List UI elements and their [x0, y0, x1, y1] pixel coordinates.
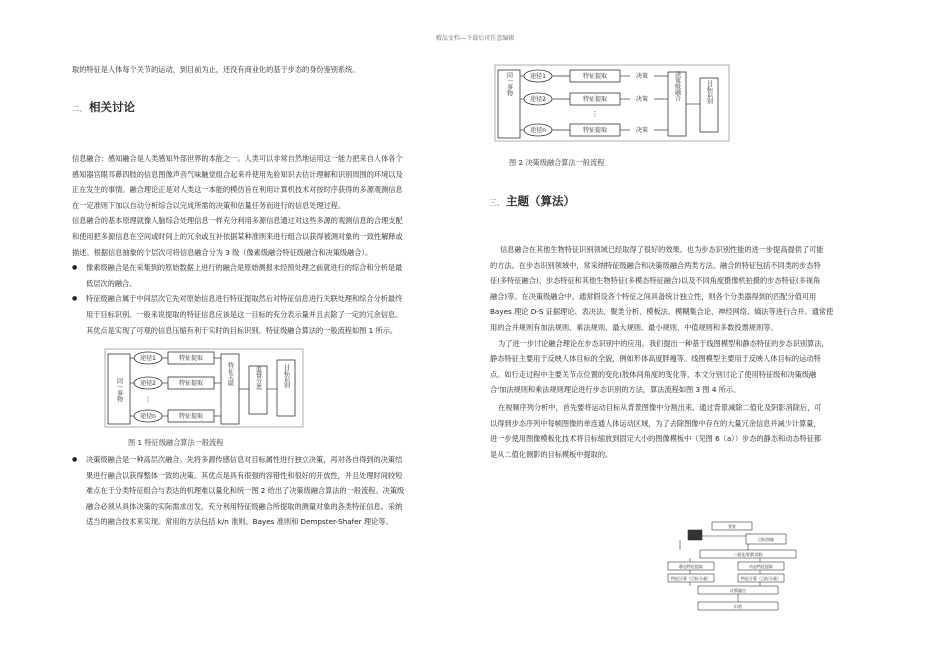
algorithm-paragraph-1	[490, 242, 890, 258]
text-line: 信息融合在其他生物特征识别领域已经取得了很好的效果。也为步态识别性能的进一步提高提供了可能	[500, 245, 824, 254]
text-line: 为了进一步讨论融合理论在步态识别中的应用。我们提出一种基于线图模型和静态特征的步态识别算法，	[498, 338, 829, 348]
text-line: 静态特征主要用于反映人体目标的全貌，例如形体高度胖瘦等。线图模型主要用于反映人体目标的运动特	[490, 354, 821, 364]
fig3-static-label: 静态特征提取	[679, 564, 703, 569]
right-body	[490, 242, 890, 462]
text-line: 进一步使用图像模板化技术将目标缩放到固定大小的图像模板中（见图 6（a））步态的静态和动态特征都	[490, 434, 822, 444]
fig1-dots: ⋮	[144, 396, 152, 404]
fig2-path-1: 途径1	[530, 73, 546, 80]
fig2-extract-n: 特征提取	[582, 127, 608, 134]
text-line: 低层次的融合。	[86, 278, 137, 288]
fig2-recog-label: 目标识别	[705, 80, 713, 104]
intro-line: 取的特征是人体每个关节的运动，到目前为止，还没有商业化的基于步态的身份鉴别系统。	[72, 65, 360, 74]
figure-1-flowchart	[104, 346, 304, 430]
algorithm-paragraph-2	[490, 336, 890, 398]
fig1-classify-label: 监督分类	[254, 366, 262, 390]
fig1-source-label: 同一事物	[115, 378, 123, 402]
fig2-fusion-label: 决策级融合	[673, 71, 681, 101]
text-line: 以得到步态序列中每帧图像的单连通人体运动区域，为了去除图像中存在的大量冗余信息并减少计算量，	[490, 418, 821, 428]
text-line: 果进行融合以获得整体一致的决策。其优点是具有很强的容错性和很好的开放性，并且处理时间较短	[86, 470, 403, 480]
fig2-path-2: 途径2	[530, 96, 546, 103]
fig3-dynamic-label: 动态特征提取	[749, 564, 773, 569]
text-line: 其优点是实现了可观的信息压缩有利于实时的目标识别。特征级融合算法的一般流程如图 1 所示。	[86, 325, 398, 335]
fusion-paragraph	[72, 151, 467, 260]
figure-2-flowchart	[494, 64, 730, 142]
fig1-path-1: 途径1	[140, 355, 156, 362]
fig2-source-label: 同一事物	[505, 72, 513, 96]
left-body	[72, 151, 467, 338]
fig1-extract-1: 特征提取	[178, 355, 204, 362]
bullet-pixel-fusion	[72, 260, 467, 291]
text-line: 信息融合的基本原理就像人脑综合处理信息一样充分利用多源信息通过对这些多源的观测信息的合理支配	[72, 216, 403, 226]
text-line: 难点在于分类特征组合与表达的机理难以量化和统一图 2 给出了决策级融合算法的一般流程。决策级	[86, 486, 405, 496]
section-heading-related	[72, 99, 135, 115]
section-title: 相关讨论	[89, 100, 135, 114]
text-line: 合'加法规则和乘法规则理论进行步态识别的方法，算法流程如图 3 图 4 所示。	[490, 385, 741, 395]
text-line: 描述。根据信息抽象的个层次可将信息融合分为 3 级（像素级融合特征级融合和决策级融合）。	[72, 247, 373, 257]
figure-3-flowchart	[660, 520, 816, 620]
text-line: 信息融合：感知融合是人类感知外部世界的本能之一。人类可以非常自然地运用这一能力把来自人体各个	[72, 154, 403, 163]
fig3-calc-left: 特征计算（目标分量）	[671, 576, 711, 581]
text-line: 点。如行走过程中主要关节点位置的变化(肢体间角度的变化等、本文分别讨论了使用特征级和决策级融	[490, 369, 817, 379]
text-line: 用的合并规则有加法规则、乘法规则、最大规则、最小规则、中值规则和多数投票规则等。	[490, 322, 778, 332]
text-line: 融合必须从具体决策的实际需求出发，充分利用特征级融合所提取的测量对象的各类特征信息。采纳	[86, 501, 403, 511]
text-line: 正在发生的事情。融合理论正是对人类这一本能的模仿旨在利用计算机技术对按时序获得的多源观测信息	[72, 185, 403, 195]
bullet-decision-fusion	[72, 452, 467, 530]
text-line: Bayes 理论 D-S 证据理论、表决法、聚类分析、模板法、模糊集合论、神经网络、熵法等进行合并。通常使	[490, 307, 834, 317]
text-line: ● 像素级融合是在采集到的原始数据上进行的融合是原始测报未经预处理之前就进行的综合和分析是最	[86, 263, 403, 273]
fig3-binarize-label: 二值化/阴影消除	[733, 552, 763, 557]
fig2-extract-2: 特征提取	[582, 96, 608, 103]
section-heading-algorithm	[489, 193, 575, 209]
fig2-extract-1: 特征提取	[582, 73, 608, 80]
fig2-decision-1: 决策	[635, 73, 649, 80]
figure-2-caption: 图 2 决策级融合算法一般流程	[509, 158, 605, 167]
fig1-recog-label: 目标识别	[282, 364, 290, 388]
text-line: ● 特征级融合属于中间层次它先对原始信息进行特征提取然后对特征信息进行关联处理和综合分析最终	[86, 294, 403, 304]
fig3-target-label: 目标图像	[758, 537, 774, 542]
section-title: 主题（算法）	[506, 194, 575, 208]
text-line: 的方法。在步态识别领域中，常采纳特征级融合和决策级融合两类方法。融合的特征包括不同类的步态特	[490, 260, 821, 270]
left-intro	[72, 62, 462, 78]
fig2-dots: ⋮	[591, 110, 599, 118]
text-line: 征(多特征融合)、步态特征和其他生物特征(多模态特征融合)以及不同角度摄像机拍摄的步态特征(多视角	[490, 276, 821, 286]
fig2-decision-n: 决策	[635, 127, 649, 134]
text-line: 在一定准则下加以自动分析综合以完成所需的决策和估量任务而进行的信息处理过程。	[72, 200, 346, 210]
fig1-extract-n: 特征提取	[178, 413, 204, 420]
left-body-2	[72, 452, 467, 530]
figure-1-caption: 图 1 特征级融合算法一般流程	[128, 438, 224, 447]
text-line: 用于目标识别。一般来说提取的特征信息应该是这一目标的充分表示量并且去除了一定的冗余信息。	[86, 309, 403, 319]
text-line: ● 决策级融合是一种高层次融合。先将多源传感信息对目标属性进行独立决策，再对各自得到的决策结	[86, 455, 403, 464]
text-line: 感知器官眼耳鼻四肢的信息图像声音气味触觉组合起来并使用先验知识去估计理解和识别周围的环境以及	[72, 169, 403, 179]
fig3-calc-right: 特征计算（目标分量）	[741, 576, 781, 581]
text-line: 在视频序列分析中，首先要将运动目标从背景图像中分割出来、通过背景减除二值化及阴影消除后，可	[498, 402, 822, 412]
text-line: 和使用把多源信息在空间或时间上的冗余或互补依据某种准则来进行组合以获得被测对象的一致性解释或	[72, 231, 403, 241]
fig3-fusion-label: 决策融合	[730, 588, 746, 593]
fig3-bg-label: 背景	[728, 524, 736, 529]
bullet-feature-fusion	[72, 291, 467, 338]
fig1-assoc-label: 特征关联	[226, 362, 234, 386]
fig2-path-n: 途径n	[530, 127, 546, 134]
page-header: 精品文档---下载后可任意编辑	[435, 35, 515, 42]
fig2-decision-2: 决策	[635, 96, 649, 103]
section-number: 二、	[72, 104, 87, 113]
fig1-path-n: 途径n	[140, 413, 156, 420]
text-line: 适当的融合技术来实现。常用的方法包括 k/n 准则、Bayes 准则和 Dempster-Shafer 理论等。	[86, 517, 393, 527]
text-line: 是从二值化侧影的目标模板中提取的。	[490, 449, 613, 459]
text-line: 融合)等。在决策级融合中，通常假设各个特征之间具备统计独立性，则各个分类器得到的匹配分值可用	[490, 291, 817, 301]
fig1-path-2: 途径2	[140, 380, 156, 387]
algorithm-paragraph-3	[490, 400, 890, 462]
fig3-recog-label: 识别	[734, 604, 742, 609]
fig1-extract-2: 特征提取	[178, 380, 204, 387]
section-number: 三、	[489, 198, 504, 207]
